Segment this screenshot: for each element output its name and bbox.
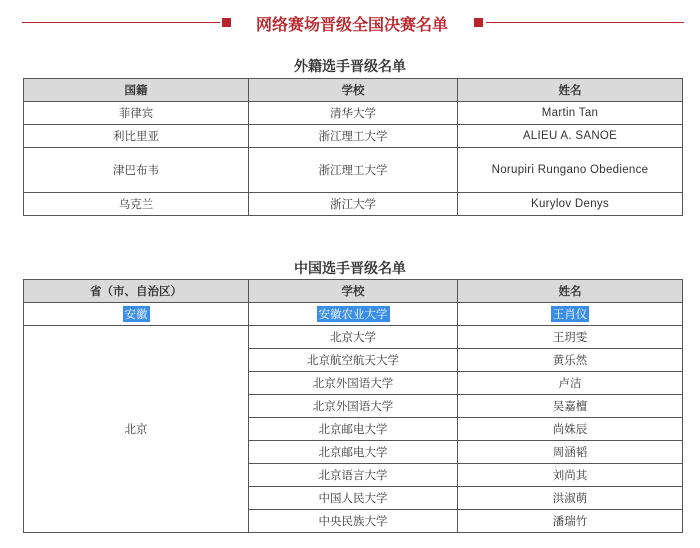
cell-country: 菲律宾 [24, 102, 249, 125]
cell-name: 潘瑞竹 [458, 510, 683, 533]
cell-school: 北京语言大学 [249, 464, 458, 487]
page-banner [0, 0, 700, 46]
table-row [24, 303, 683, 326]
cell-school [249, 303, 458, 326]
cell-country: 乌克兰 [24, 193, 249, 216]
header-name: 姓名 [458, 79, 683, 102]
cell-name: 刘尚其 [458, 464, 683, 487]
cell-name: 尚姝辰 [458, 418, 683, 441]
header-province: 省（市、自治区） [24, 280, 249, 303]
selected-text: 安徽农业大学 [318, 307, 388, 321]
cell-school: 中国人民大学 [249, 487, 458, 510]
table-row [24, 102, 683, 125]
cell-name: Martin Tan [458, 102, 683, 125]
header-school: 学校 [249, 79, 458, 102]
header-country: 国籍 [24, 79, 249, 102]
cell-school: 北京邮电大学 [249, 441, 458, 464]
selected-text: 安徽 [124, 307, 148, 321]
cell-school: 浙江理工大学 [249, 148, 458, 193]
cell-country: 利比里亚 [24, 125, 249, 148]
banner-square-left [222, 18, 231, 27]
cell-school: 北京邮电大学 [249, 418, 458, 441]
header-school: 学校 [249, 280, 458, 303]
cell-school: 清华大学 [249, 102, 458, 125]
cell-name [458, 303, 683, 326]
cell-school: 中央民族大学 [249, 510, 458, 533]
banner-rule-right [486, 22, 684, 23]
table-row [24, 326, 683, 349]
cell-name: 吴嘉檀 [458, 395, 683, 418]
cell-school: 北京航空航天大学 [249, 349, 458, 372]
header-name: 姓名 [458, 280, 683, 303]
page-title: 网络赛场晋级全国决赛名单 [255, 15, 448, 34]
cell-name: 卢洁 [458, 372, 683, 395]
cell-province: 北京 [24, 326, 249, 533]
foreign-section-title: 外籍选手晋级名单 [294, 59, 406, 75]
cell-name: Kurylov Denys [458, 193, 683, 216]
cell-name: 周涵韬 [458, 441, 683, 464]
cell-name: 王玥雯 [458, 326, 683, 349]
table-row [24, 125, 683, 148]
cell-school: 北京大学 [249, 326, 458, 349]
cell-province [24, 303, 249, 326]
table-row [24, 193, 683, 216]
china-section-title: 中国选手晋级名单 [294, 261, 406, 277]
selected-text: 王肖仪 [552, 307, 588, 321]
cell-name: Norupiri Rungano Obedience [458, 148, 683, 193]
china-table-header [24, 280, 683, 303]
cell-school: 北京外国语大学 [249, 395, 458, 418]
cell-name: ALIEU A. SANOE [458, 125, 683, 148]
foreign-table-header [24, 79, 683, 102]
cell-country: 津巴布韦 [24, 148, 249, 193]
banner-square-right [474, 18, 483, 27]
cell-school: 北京外国语大学 [249, 372, 458, 395]
cell-name: 黄乐然 [458, 349, 683, 372]
table-row [24, 148, 683, 193]
cell-school: 浙江理工大学 [249, 125, 458, 148]
china-table [23, 279, 683, 533]
banner-rule-left [22, 22, 220, 23]
foreign-table [23, 78, 683, 216]
cell-school: 浙江大学 [249, 193, 458, 216]
cell-name: 洪淑萌 [458, 487, 683, 510]
